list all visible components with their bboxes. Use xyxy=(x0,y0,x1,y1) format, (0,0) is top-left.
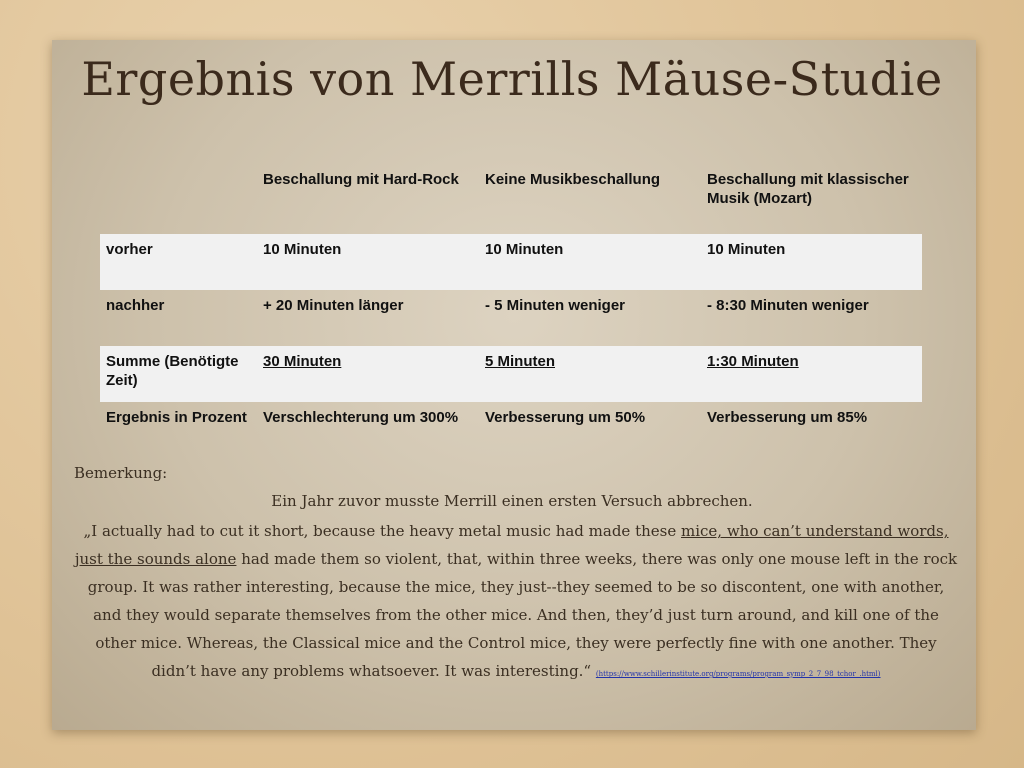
table-row-summe xyxy=(100,346,922,402)
row-label: vorher xyxy=(100,234,257,290)
quote-part-2: had made them so violent, that, within three weeks, there was only one mouse left in the rock group. It was rather interesting, because the mice, they just--they seemed to be so discontent, one with another, and they would separate themselves from the other mice. And then, they’d just turn around, and kill one of the other mice. Whereas, the Classical mice and the Control mice, they were perfectly fine with one another. They didn’t have any problems whatsoever. It was interesting.“ xyxy=(87,550,958,680)
table-header-row xyxy=(100,164,922,234)
header-hard-rock: Beschallung mit Hard-Rock xyxy=(263,171,459,188)
page-title: Ergebnis von Merrills Mäuse-Studie xyxy=(81,52,943,106)
results-table xyxy=(100,164,922,458)
table-cell xyxy=(257,346,479,402)
table-row-nachher xyxy=(100,290,922,346)
remark-label: Bemerkung: xyxy=(74,464,168,482)
table-cell: 10 Minuten xyxy=(479,234,701,290)
table-cell xyxy=(701,346,922,402)
table-cell: Verschlechterung um 300% xyxy=(263,409,459,426)
table-cell: Verbesserung um 85% xyxy=(707,409,868,426)
quote-underlined: mice, who can’t understand words, just the sounds alone xyxy=(74,522,949,568)
header-cell-empty xyxy=(100,164,257,234)
table-cell xyxy=(479,346,701,402)
remark-intro: Ein Jahr zuvor musste Merrill einen ersten Versuch abbrechen. xyxy=(271,492,753,510)
header-no-music: Keine Musikbeschallung xyxy=(485,171,661,188)
table-cell: 10 Minuten xyxy=(701,234,922,290)
table-cell: Verbesserung um 50% xyxy=(485,409,646,426)
source-link[interactable]: (https://www.schillerinstitute.org/programs/program_symp_2_7_98_tchor_.html) xyxy=(595,670,881,678)
row-label: nachher xyxy=(106,297,165,314)
sum-value: 1:30 Minuten xyxy=(707,353,799,370)
row-label: Ergebnis in Prozent xyxy=(106,409,247,426)
header-classical: Beschallung mit klassischer Musik (Mozart) xyxy=(707,171,909,207)
table-cell: - 8:30 Minuten weniger xyxy=(707,297,869,314)
table-cell: + 20 Minuten länger xyxy=(263,297,404,314)
quote-part-1: „I actually had to cut it short, because the heavy metal music had made these xyxy=(83,522,681,540)
sum-value: 30 Minuten xyxy=(263,353,342,370)
sum-value: 5 Minuten xyxy=(485,353,555,370)
table-row-vorher xyxy=(100,234,922,290)
row-label: Summe (Benötigte Zeit) xyxy=(100,346,257,402)
table-cell: 10 Minuten xyxy=(257,234,479,290)
table-row-ergebnis xyxy=(100,402,922,458)
table-cell: - 5 Minuten weniger xyxy=(485,297,626,314)
quote-text xyxy=(72,517,960,688)
